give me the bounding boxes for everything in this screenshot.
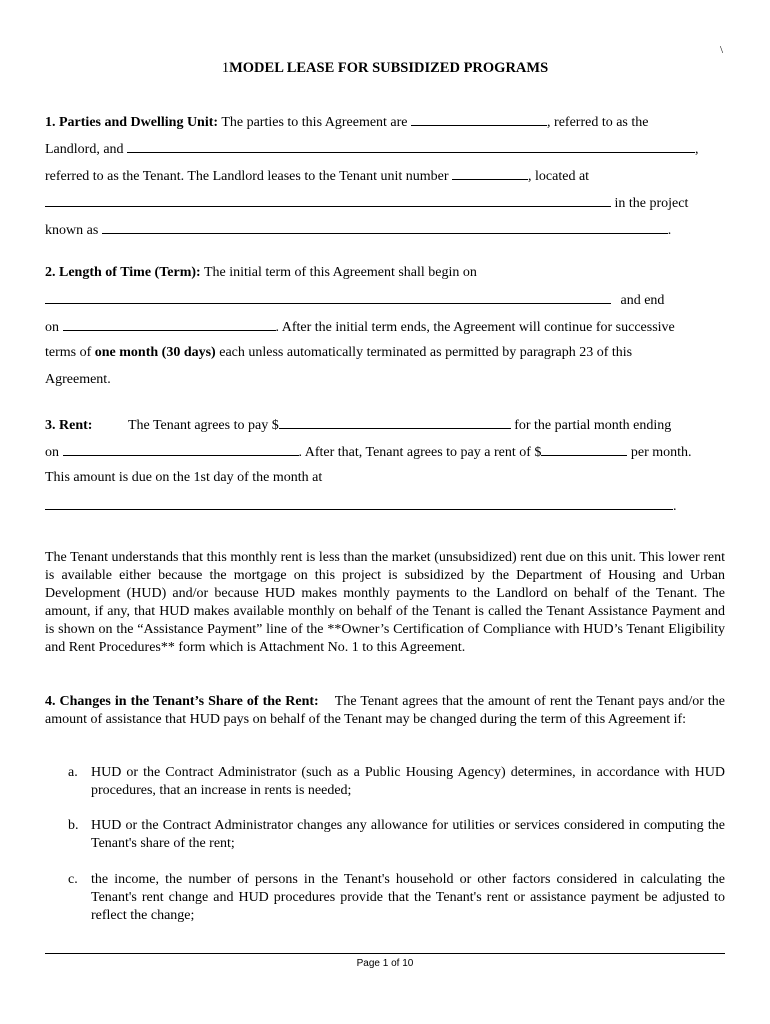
partial-month-end-blank[interactable] xyxy=(63,443,299,456)
section-2-text: Agreement. xyxy=(45,372,111,387)
section-1-heading: 1. Parties and Dwelling Unit: xyxy=(45,115,219,130)
footer-divider xyxy=(45,953,725,954)
tenant-name-blank[interactable] xyxy=(127,140,695,153)
section-2-line-1 xyxy=(45,265,477,281)
section-3-text: on xyxy=(45,445,59,460)
section-3-text: . xyxy=(673,499,677,514)
section-2-line-3 xyxy=(45,318,675,336)
project-name-blank[interactable] xyxy=(102,221,668,234)
section-3-text: The Tenant agrees to pay $ xyxy=(127,418,279,433)
section-2-text: and end xyxy=(620,293,665,308)
list-item-text: HUD or the Contract Administrator changes any allowance for utilities or services considered in computing the Tenant's share of the rent; xyxy=(91,818,725,851)
section-2-text: on xyxy=(45,320,59,335)
title-prefix: 1 xyxy=(221,60,230,76)
section-3-text: for the partial month ending xyxy=(514,418,672,433)
monthly-rent-blank[interactable] xyxy=(541,443,627,456)
section-1-text: , xyxy=(695,142,699,157)
section-1-text: referred to as the Tenant. The Landlord leases to the Tenant unit number xyxy=(45,169,449,184)
rent-payment-location-blank[interactable] xyxy=(45,497,673,510)
section-2-heading: 2. Length of Time (Term): xyxy=(45,265,201,280)
section-4-heading: 4. Changes in the Tenant’s Share of the Rent: xyxy=(45,694,319,709)
section-1-line-5 xyxy=(45,221,671,239)
page-number: Page 1 of 10 xyxy=(356,958,414,969)
list-item-label: c. xyxy=(68,872,78,887)
section-3-text: . After that, Tenant agrees to pay a rent of $ xyxy=(298,445,542,460)
section-1-text: known as xyxy=(45,223,99,238)
section-4-paragraph xyxy=(45,693,725,729)
section-3-line-3 xyxy=(45,470,322,486)
section-4-text: The Tenant agrees that the amount of rent the Tenant pays and/or the amount of assistance that HUD pays on behalf of the Tenant may be changed during the term of this Agreement if: xyxy=(45,694,726,727)
section-3-text: This amount is due on the 1st day of the month at xyxy=(45,470,323,485)
section-2-text: . After the initial term ends, the Agreement will continue for successive xyxy=(275,320,675,335)
list-item xyxy=(68,764,725,800)
section-3-text: per month. xyxy=(630,445,692,460)
section-1-line-4 xyxy=(45,194,688,212)
section-1-text: , located at xyxy=(528,169,590,184)
list-item-text: HUD or the Contract Administrator (such as a Public Housing Agency) determines, in accordance with HUD procedures, that an increase in rents is needed; xyxy=(91,765,725,798)
section-1-text: , referred to as the xyxy=(547,115,649,130)
list-item xyxy=(68,871,725,925)
corner-mark: \ xyxy=(720,44,724,56)
tenant-understanding-paragraph: The Tenant understands that this monthly rent is less than the market (unsubsidized) rent due on this unit. This lower rent is available either because the mortgage on this project is subsidized by the Department of Housing and Urban Development (HUD) and/or because HUD makes monthly payments to the Landlord on behalf of the Tenant. The amount, if any, that HUD makes available monthly on behalf of the Tenant is called the Tenant Assistance Payment and is shown on the “Assistance Payment” line of the **Owner’s Certification of Compliance with HUD’s Tenant Eligibility and Rent Procedures** form which is Attachment No. 1 to this Agreement. xyxy=(45,550,725,655)
section-1-text: Landlord, and xyxy=(45,142,124,157)
page-title xyxy=(0,60,770,77)
section-1-line-1 xyxy=(45,113,725,131)
section-1-line-3 xyxy=(45,167,589,185)
section-3-line-1 xyxy=(45,416,671,434)
section-2-bold-term: one month (30 days) xyxy=(94,345,216,360)
section-3-heading: 3. Rent: xyxy=(45,418,93,433)
section-1-text: . xyxy=(667,223,672,238)
section-1-text: in the project xyxy=(614,196,689,211)
list-item-label: b. xyxy=(68,818,79,833)
term-end-blank[interactable] xyxy=(63,318,276,331)
list-item-label: a. xyxy=(68,765,78,780)
section-3-line-4 xyxy=(45,497,677,515)
unit-number-blank[interactable] xyxy=(452,167,528,180)
list-item-text: the income, the number of persons in the Tenant's household or other factors considered in calculating the Tenant's rent change and HUD procedures provide that the Tenant's rent or assistance payment be adjusted to reflect the change; xyxy=(91,872,725,923)
section-1-line-2 xyxy=(45,140,699,158)
section-2-text: each unless automatically terminated as permitted by paragraph 23 of this xyxy=(219,345,633,360)
term-begin-blank[interactable] xyxy=(45,291,611,304)
section-2-line-4 xyxy=(45,345,632,361)
section-3-line-2 xyxy=(45,443,692,461)
section-2-text: terms of xyxy=(45,345,92,360)
unit-address-blank[interactable] xyxy=(45,194,611,207)
title-text: MODEL LEASE FOR SUBSIDIZED PROGRAMS xyxy=(229,60,549,76)
section-2-line-2 xyxy=(45,291,664,309)
landlord-name-blank[interactable] xyxy=(411,113,547,126)
partial-month-rent-blank[interactable] xyxy=(279,416,511,429)
section-2-text: The initial term of this Agreement shall begin on xyxy=(203,265,477,280)
section-1-text: The parties to this Agreement are xyxy=(221,115,408,130)
section-2-line-5 xyxy=(45,372,111,388)
list-item xyxy=(68,817,725,853)
